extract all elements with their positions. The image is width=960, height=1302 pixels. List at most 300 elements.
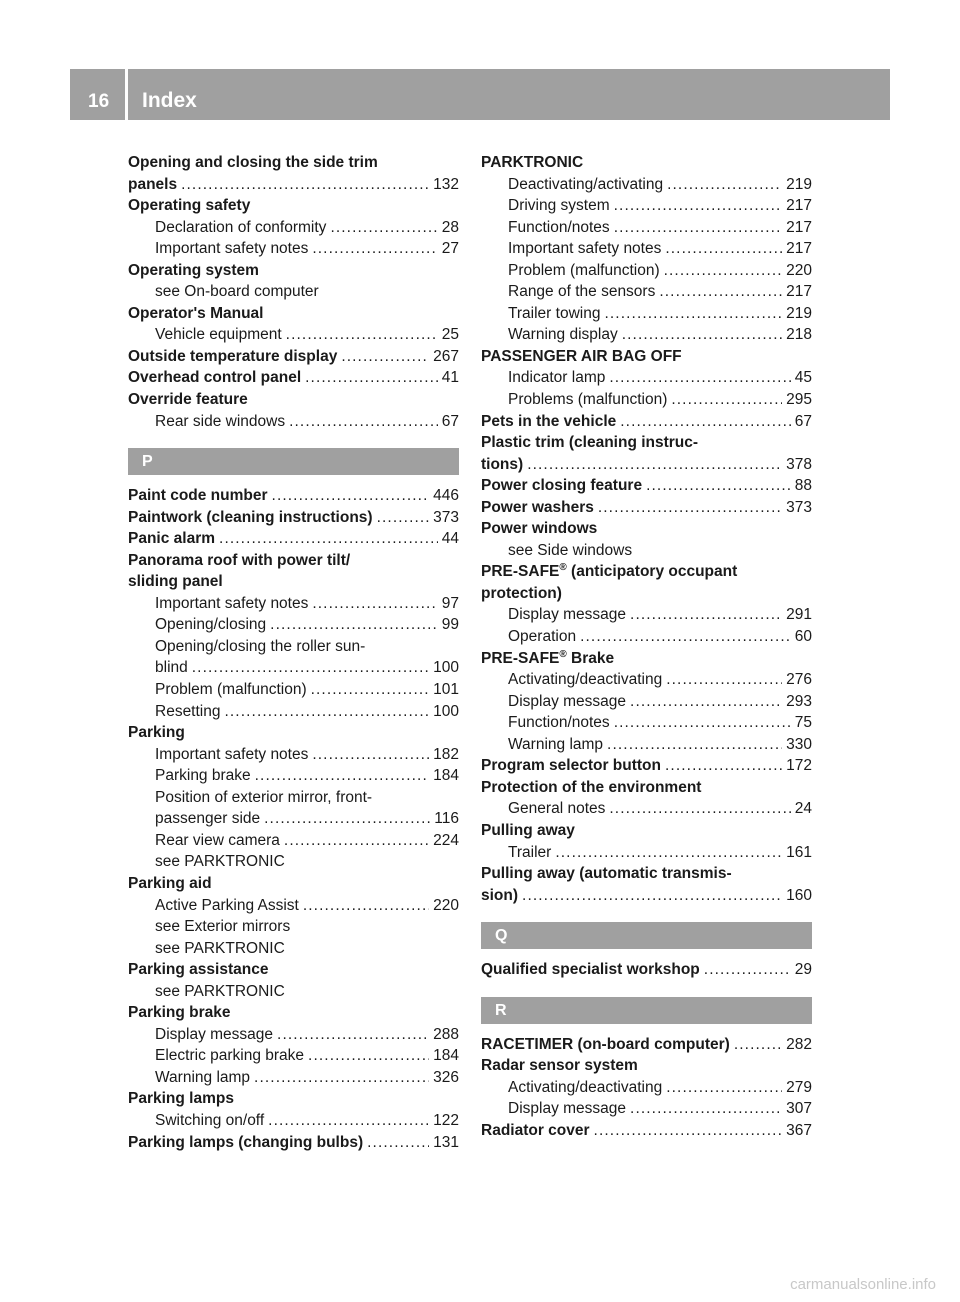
page-ref: 326: [433, 1068, 459, 1086]
index-subentry: [128, 744, 459, 766]
page-ref: 220: [433, 896, 459, 914]
index-entry: [481, 152, 812, 174]
page-ref: 224: [433, 831, 459, 849]
entry-text: Power closing feature: [481, 477, 643, 495]
index-column-right: [481, 152, 812, 1141]
dot-leader: [646, 475, 791, 497]
index-subentry: [128, 657, 459, 679]
page-ref: 172: [786, 757, 812, 775]
page-ref: 219: [786, 175, 812, 193]
dot-leader: [665, 238, 782, 260]
index-subentry: [128, 636, 459, 658]
entry-text: Opening and closing the side trim: [128, 154, 378, 171]
entry-label: [128, 1002, 231, 1024]
entry-label: [128, 346, 337, 368]
entry-label: [128, 260, 259, 282]
index-subentry: [481, 217, 812, 239]
index-subentry: [128, 411, 459, 433]
index-see-ref: [128, 938, 459, 960]
index-subentry: [128, 324, 459, 346]
page-ref: 100: [433, 702, 459, 720]
entry-text: Opening/closing: [155, 616, 267, 634]
dot-leader: [664, 260, 783, 282]
index-entry: [481, 959, 812, 981]
dot-leader: [181, 174, 429, 196]
entry-text: Activating/deactivating: [508, 671, 663, 689]
entry-text: Pulling away (automatic transmis-: [481, 865, 732, 883]
entry-text: Display message: [155, 1025, 274, 1043]
entry-label: [508, 540, 632, 562]
index-entry: [481, 755, 812, 777]
index-subentry: [481, 604, 812, 626]
dot-leader: [284, 830, 429, 852]
index-entry: [128, 1002, 459, 1024]
entry-label: [481, 152, 583, 174]
entry-label: [508, 1098, 626, 1120]
entry-text: Warning lamp: [155, 1068, 251, 1086]
index-subentry: [128, 1024, 459, 1046]
index-subentry: [128, 765, 459, 787]
index-see-ref: [481, 540, 812, 562]
registered-mark: ®: [559, 562, 567, 574]
entry-text: Parking lamps: [128, 1090, 234, 1108]
index-entry: [481, 497, 812, 519]
entry-label: [508, 1077, 662, 1099]
entry-label: [481, 1120, 590, 1142]
page-ref: 97: [441, 594, 459, 612]
page-ref: 217: [786, 197, 812, 215]
entry-label: [155, 830, 280, 852]
dot-leader: [192, 657, 429, 679]
entry-text: Paint code number: [128, 487, 268, 505]
dot-leader: [219, 528, 438, 550]
entry-label: [508, 604, 626, 626]
page-ref: 446: [433, 487, 459, 505]
entry-text: PRE-SAFE: [481, 649, 560, 667]
dot-leader: [268, 1110, 429, 1132]
entry-text: Protection of the environment: [481, 778, 702, 796]
dot-leader: [303, 895, 429, 917]
index-entry: [128, 571, 459, 593]
entry-label: [155, 895, 299, 917]
entry-text: Electric parking brake: [155, 1047, 305, 1065]
page-ref: 276: [786, 671, 812, 689]
index-entry: [128, 959, 459, 981]
index-subentry: [128, 593, 459, 615]
entry-label: [508, 367, 605, 389]
page-ref: 217: [786, 283, 812, 301]
index-entry: [128, 873, 459, 895]
index-column-left: [128, 152, 459, 1153]
index-see-ref: [128, 981, 459, 1003]
page-ref: 288: [433, 1025, 459, 1043]
index-entry: [481, 561, 812, 583]
entry-label: [481, 432, 698, 454]
page-ref: 131: [433, 1133, 459, 1151]
page-title: Index: [142, 89, 197, 112]
index-entry: [128, 389, 459, 411]
entry-text: Rear side windows: [155, 412, 286, 430]
entry-label: [481, 1055, 638, 1077]
index-entry: [128, 550, 459, 572]
entry-text: Function/notes: [508, 714, 610, 732]
dot-leader: [630, 1098, 782, 1120]
index-subentry: [481, 303, 812, 325]
entry-label: [155, 1024, 273, 1046]
entry-label: [508, 217, 610, 239]
index-entry: [481, 411, 812, 433]
index-subentry: [128, 238, 459, 260]
dot-leader: [312, 744, 429, 766]
entry-label: [155, 679, 307, 701]
entry-text: Plastic trim (cleaning instruc-: [481, 434, 699, 452]
dot-leader: [224, 701, 429, 723]
entry-label: [155, 1110, 264, 1132]
entry-text: PRE-SAFE: [481, 563, 560, 581]
entry-label: [155, 217, 326, 239]
entry-label: [155, 916, 290, 938]
entry-text: Problems (malfunction): [508, 391, 668, 409]
entry-label: [155, 324, 282, 346]
index-subentry: [481, 389, 812, 411]
index-entry: [128, 1088, 459, 1110]
entry-text: Important safety notes: [155, 745, 309, 763]
page-ref: 307: [786, 1100, 812, 1118]
page-header: [70, 69, 890, 120]
registered-mark: ®: [559, 648, 567, 660]
section-letter-q: Q: [481, 922, 812, 949]
page-ref: 218: [786, 326, 812, 344]
page-number: 16: [88, 91, 110, 112]
entry-text: Pets in the vehicle: [481, 412, 617, 430]
entry-text: Active Parking Assist: [155, 896, 299, 914]
index-subentry: [481, 174, 812, 196]
index-subentry: [481, 195, 812, 217]
entry-text: Power windows: [481, 520, 598, 538]
entry-text: Panic alarm: [128, 530, 216, 548]
page-ref: 44: [441, 530, 459, 548]
entry-label: [481, 777, 701, 799]
index-entry: [481, 863, 812, 885]
page-ref: 75: [794, 714, 812, 732]
entry-text: PASSENGER AIR BAG OFF: [481, 347, 682, 365]
entry-text: Paintwork (cleaning instructions): [128, 508, 373, 526]
dot-leader: [270, 614, 438, 636]
page-ref: 220: [786, 261, 812, 279]
page-ref: 45: [794, 369, 812, 387]
page-ref: 116: [434, 810, 459, 828]
entry-label: [128, 550, 350, 572]
index-entry: [481, 346, 812, 368]
entry-label: [481, 497, 594, 519]
entry-label: [128, 571, 223, 593]
entry-text: Important safety notes: [508, 240, 662, 258]
index-entry: [481, 518, 812, 540]
index-entry: [481, 777, 812, 799]
entry-text: Position of exterior mirror, front-: [155, 788, 373, 806]
index-subentry: [128, 614, 459, 636]
index-entry: [481, 1055, 812, 1077]
entry-label: [155, 411, 285, 433]
entry-text: Indicator lamp: [508, 369, 606, 387]
index-subentry: [128, 701, 459, 723]
entry-text: Switching on/off: [155, 1111, 265, 1129]
page-ref: 67: [441, 412, 459, 430]
index-subentry: [481, 691, 812, 713]
dot-leader: [622, 324, 782, 346]
entry-text: Display message: [508, 692, 627, 710]
entry-label: [508, 798, 605, 820]
index-subentry: [481, 626, 812, 648]
entry-text-cont: (anticipatory occupant: [566, 563, 738, 581]
dot-leader: [614, 712, 791, 734]
dot-leader: [630, 604, 782, 626]
entry-text: Display message: [508, 1100, 627, 1118]
dot-leader: [289, 411, 438, 433]
page-ref: 25: [441, 326, 459, 344]
entry-label: [481, 1034, 730, 1056]
page-ref: 279: [786, 1078, 812, 1096]
dot-leader: [604, 303, 782, 325]
entry-label: [155, 744, 308, 766]
dot-leader: [527, 454, 782, 476]
dot-leader: [607, 734, 782, 756]
entry-text: see PARKTRONIC: [155, 982, 285, 1000]
section-letter-p: P: [128, 448, 459, 475]
index-subentry: [128, 1110, 459, 1132]
entry-label: [508, 669, 662, 691]
entry-text: passenger side: [155, 810, 261, 828]
page-ref: 217: [786, 218, 812, 236]
page-ref: 60: [794, 628, 812, 646]
page-ref: 27: [441, 240, 459, 258]
page-ref: 24: [794, 800, 812, 818]
page-ref: 373: [433, 508, 459, 526]
page-ref: 99: [441, 616, 459, 634]
entry-label: [128, 174, 177, 196]
entry-text: sion): [481, 886, 519, 904]
page-ref: 293: [786, 692, 812, 710]
entry-text: Override feature: [128, 391, 248, 409]
entry-label: [508, 195, 610, 217]
dot-leader: [277, 1024, 429, 1046]
dot-leader: [609, 367, 790, 389]
entry-label: [508, 691, 626, 713]
entry-label: [128, 303, 263, 325]
entry-text: see On-board computer: [155, 283, 319, 301]
entry-label: [508, 303, 600, 325]
entry-text: Function/notes: [508, 218, 610, 236]
dot-leader: [598, 497, 782, 519]
dot-leader: [312, 238, 437, 260]
entry-label: [155, 1045, 304, 1067]
entry-text: Parking: [128, 724, 185, 742]
page-ref: 219: [786, 304, 812, 322]
index-entry: [481, 885, 812, 907]
dot-leader: [614, 217, 782, 239]
entry-label: [508, 626, 576, 648]
entry-text: Outside temperature display: [128, 347, 338, 365]
entry-label: [481, 885, 518, 907]
dot-leader: [580, 626, 791, 648]
entry-label: [128, 1132, 363, 1154]
page-ref: 101: [433, 681, 459, 699]
entry-text: Radar sensor system: [481, 1057, 638, 1075]
index-entry: [128, 722, 459, 744]
dot-leader: [609, 798, 790, 820]
entry-text: Warning display: [508, 326, 618, 344]
entry-text: Driving system: [508, 197, 610, 215]
entry-text: see Exterior mirrors: [155, 918, 291, 936]
entry-label: [128, 528, 215, 550]
page-ref: 373: [786, 498, 812, 516]
index-entry: [481, 648, 812, 670]
entry-label: [155, 765, 251, 787]
page-ref: 182: [433, 745, 459, 763]
entry-label: [128, 959, 268, 981]
entry-text: Operating system: [128, 261, 259, 279]
entry-text: Important safety notes: [155, 240, 309, 258]
page-ref: 184: [433, 767, 459, 785]
entry-label: [481, 959, 700, 981]
index-subentry: [128, 830, 459, 852]
page-ref: 160: [786, 886, 812, 904]
index-subentry: [481, 669, 812, 691]
entry-label: [508, 238, 661, 260]
page-ref: 282: [786, 1035, 812, 1053]
index-entry: [128, 195, 459, 217]
entry-text: Vehicle equipment: [155, 326, 282, 344]
entry-label: [481, 648, 614, 670]
entry-text: Display message: [508, 606, 627, 624]
entry-label: [155, 851, 285, 873]
entry-text: Panorama roof with power tilt/: [128, 551, 351, 569]
index-subentry: [128, 808, 459, 830]
page-ref: 41: [441, 369, 459, 387]
entry-text: Operator's Manual: [128, 304, 264, 322]
index-subentry: [481, 842, 812, 864]
dot-leader: [311, 679, 430, 701]
dot-leader: [264, 808, 430, 830]
entry-label: [128, 367, 301, 389]
dot-leader: [377, 507, 430, 529]
entry-text: Opening/closing the roller sun-: [155, 637, 366, 655]
dot-leader: [312, 593, 437, 615]
index-entry: [481, 475, 812, 497]
index-entry: [128, 260, 459, 282]
entry-text: see PARKTRONIC: [155, 853, 285, 871]
entry-label: [481, 820, 575, 842]
index-subentry: [481, 734, 812, 756]
index-see-ref: [128, 281, 459, 303]
dot-leader: [667, 174, 782, 196]
dot-leader: [665, 755, 782, 777]
page-ref: 161: [786, 843, 812, 861]
entry-text: Trailer: [508, 843, 552, 861]
page-ref: 267: [433, 347, 459, 365]
dot-leader: [630, 691, 782, 713]
entry-label: [508, 712, 610, 734]
index-entry: [128, 152, 459, 174]
index-entry: [481, 432, 812, 454]
dot-leader: [620, 411, 791, 433]
entry-label: [508, 281, 655, 303]
entry-text: Operating safety: [128, 197, 251, 215]
entry-label: [481, 583, 562, 605]
dot-leader: [659, 281, 782, 303]
entry-label: [155, 1067, 250, 1089]
entry-text: Range of the sensors: [508, 283, 656, 301]
entry-label: [481, 561, 737, 583]
entry-text: Trailer towing: [508, 304, 601, 322]
dot-leader: [308, 1045, 429, 1067]
entry-label: [481, 454, 523, 476]
entry-text: Parking lamps (changing bulbs): [128, 1133, 364, 1151]
entry-label: [155, 808, 260, 830]
entry-text: Problem (malfunction): [508, 261, 660, 279]
entry-label: [128, 389, 248, 411]
index-subentry: [128, 679, 459, 701]
entry-text: Deactivating/activating: [508, 175, 664, 193]
index-see-ref: [128, 916, 459, 938]
index-entry: [481, 1120, 812, 1142]
index-entry: [481, 1034, 812, 1056]
entry-label: [155, 281, 319, 303]
index-entry: [128, 174, 459, 196]
entry-text: Power washers: [481, 498, 594, 516]
dot-leader: [254, 1067, 429, 1089]
dot-leader: [367, 1132, 429, 1154]
entry-label: [128, 722, 185, 744]
entry-label: [481, 411, 616, 433]
index-entry: [481, 820, 812, 842]
entry-text: Important safety notes: [155, 594, 309, 612]
index-entry: [128, 303, 459, 325]
entry-label: [155, 981, 285, 1003]
dot-leader: [666, 1077, 782, 1099]
index-subentry: [481, 281, 812, 303]
dot-leader: [305, 367, 438, 389]
entry-text: Warning lamp: [508, 735, 604, 753]
entry-label: [481, 755, 661, 777]
index-see-ref: [128, 851, 459, 873]
entry-text: Pulling away: [481, 821, 575, 839]
page-ref: 378: [786, 455, 812, 473]
entry-text: see Side windows: [508, 541, 633, 559]
entry-text: Operation: [508, 628, 577, 646]
entry-label: [155, 701, 220, 723]
entry-text: General notes: [508, 800, 606, 818]
page-ref: 88: [794, 477, 812, 495]
dot-leader: [555, 842, 782, 864]
dot-leader: [666, 669, 782, 691]
index-subentry: [128, 1067, 459, 1089]
index-subentry: [481, 238, 812, 260]
entry-text-cont: Brake: [566, 649, 615, 667]
header-divider: [125, 69, 128, 120]
index-entry: [128, 485, 459, 507]
entry-text: Activating/deactivating: [508, 1078, 663, 1096]
entry-text: see PARKTRONIC: [155, 939, 285, 957]
entry-text: Program selector button: [481, 757, 661, 775]
index-subentry: [481, 1077, 812, 1099]
entry-text: Parking brake: [155, 767, 251, 785]
index-entry: [128, 346, 459, 368]
index-subentry: [128, 895, 459, 917]
entry-label: [155, 636, 365, 658]
entry-text: Parking brake: [128, 1004, 231, 1022]
entry-text: PARKTRONIC: [481, 154, 584, 171]
